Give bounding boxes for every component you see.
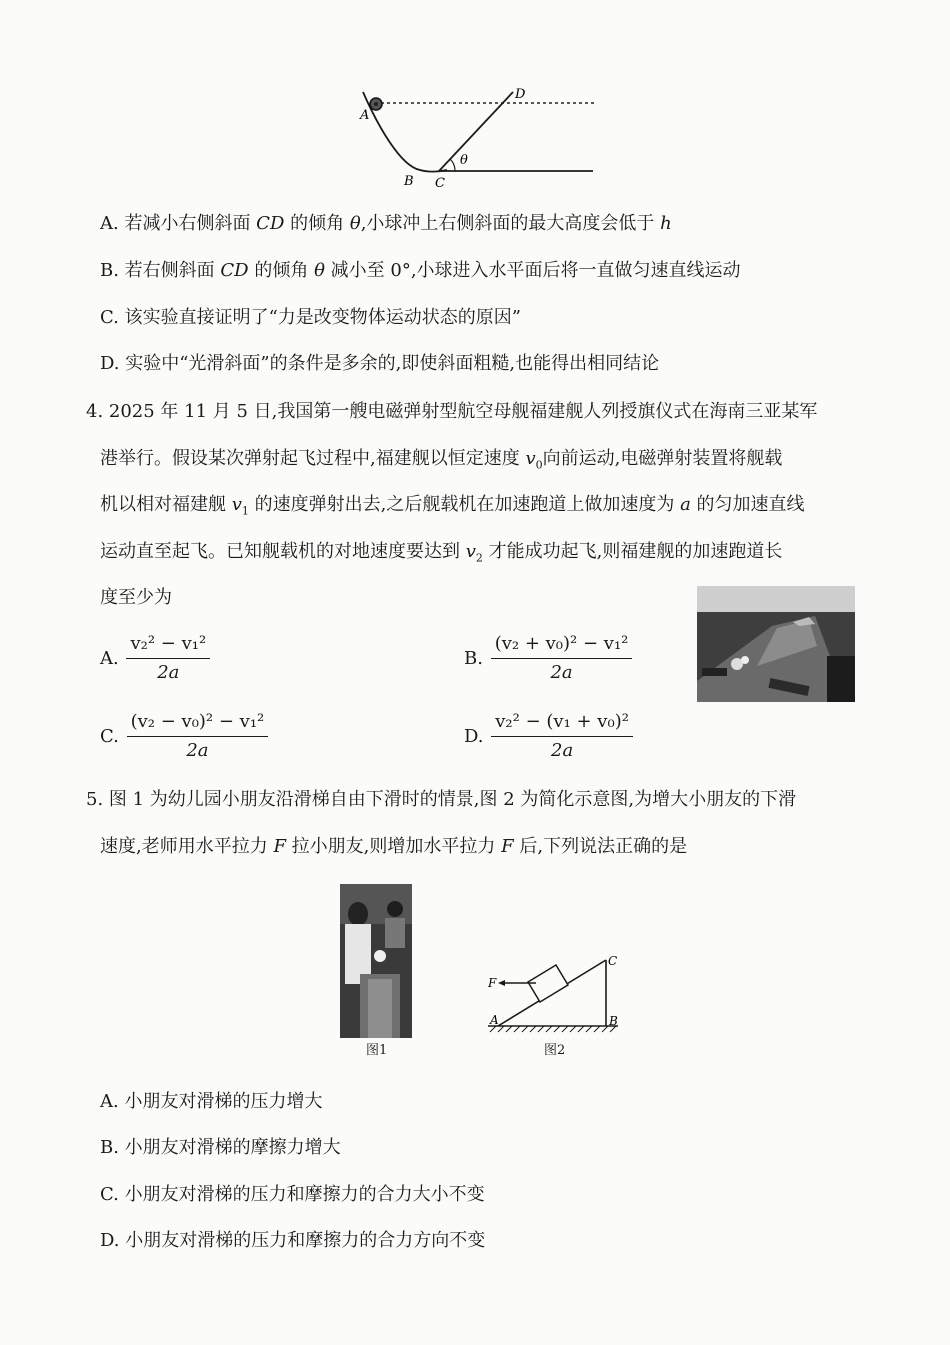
q4-a-numerator: v₂² − v₁²	[126, 633, 210, 659]
q4-l2-text2: 向前运动,电磁弹射装置将舰载	[542, 448, 783, 469]
q3-a-cd: CD	[256, 213, 285, 234]
q3-b-theta: θ	[314, 260, 325, 281]
q4-b-label: B.	[464, 648, 483, 669]
q3-b-text3: 减小至 0°,小球进入水平面后将一直做匀速直线运动	[324, 260, 741, 281]
q5-line-2	[100, 834, 687, 860]
q5-option-c: C. 小朋友对滑梯的压力和摩擦力的合力大小不变	[100, 1184, 485, 1205]
q5-option-a: A. 小朋友对滑梯的压力增大	[100, 1091, 323, 1112]
q4-c-label: C.	[100, 726, 119, 747]
q4-v0: v	[525, 448, 536, 469]
q4-l4-text1: 运动直至起飞。已知舰载机的对地速度要达到	[100, 541, 466, 562]
q3-a-text1: A. 若减小右侧斜面	[100, 213, 257, 234]
q4-l3-text2: 的速度弹射出去,之后舰载机在加速跑道上做加速度为	[248, 494, 681, 515]
q3-b-text2: 的倾角	[248, 260, 315, 281]
q4-line-5: 度至少为	[100, 587, 172, 608]
q4-l3-text3: 的匀加速直线	[690, 494, 805, 515]
q5-option-b: B. 小朋友对滑梯的摩擦力增大	[100, 1137, 341, 1158]
label-a: A	[360, 108, 370, 123]
q4-v2: v	[465, 541, 476, 562]
incline-figure	[480, 952, 625, 1038]
label-c: C	[435, 176, 445, 190]
q4-c-denominator: 2a	[186, 740, 209, 761]
q3-a-text3: ,小球冲上右侧斜面的最大高度会低于	[360, 213, 661, 234]
q3-option-d: D. 实验中“光滑斜面”的条件是多余的,即使斜面粗糙,也能得出相同结论	[100, 353, 660, 374]
q4-b-denominator: 2a	[550, 662, 573, 683]
q5-f2: F	[501, 836, 514, 857]
q4-l2-text1: 港举行。假设某次弹射起飞过程中,福建舰以恒定速度	[100, 448, 526, 469]
ball-center	[374, 102, 378, 106]
label-c-incline: C	[608, 954, 618, 968]
fig2-caption: 图2	[544, 1043, 566, 1058]
q4-line-1: 4. 2025 年 11 月 5 日,我国第一艘电磁弹射型航空母舰福建舰人列授旗仪式在海南三亚某军	[86, 401, 818, 422]
q4-d-fraction	[491, 711, 633, 762]
q5-l2-text3: 后,下列说法正确的是	[513, 836, 688, 857]
slide-photo	[340, 884, 412, 1038]
q4-v2-sub: 2	[475, 551, 483, 565]
q4-d-label: D.	[464, 726, 484, 747]
q4-a-denominator: 2a	[157, 662, 180, 683]
label-d: D	[515, 87, 526, 102]
q3-a-theta: θ	[349, 213, 361, 234]
q4-line-4	[100, 539, 782, 572]
arrowhead-icon	[498, 980, 505, 986]
q3-b-text1: B. 若右侧斜面	[100, 260, 221, 281]
q3-a-h: h	[660, 213, 672, 234]
q4-option-b	[464, 633, 632, 684]
q3-option-c: C. 该实验直接证明了“力是改变物体运动状态的原因”	[100, 307, 521, 328]
carrier-photo	[697, 586, 855, 702]
q4-d-denominator: 2a	[551, 740, 574, 761]
theta-arc	[450, 159, 455, 171]
label-b-incline: B	[609, 1014, 618, 1028]
q3-a-text2: 的倾角	[284, 213, 350, 234]
q4-l4-text2: 才能成功起飞,则福建舰的加速跑道长	[482, 541, 783, 562]
q4-c-fraction	[127, 711, 269, 762]
q4-v1-sub: 1	[241, 504, 249, 518]
label-a-incline: A	[490, 1013, 499, 1027]
q4-line-2	[100, 446, 782, 479]
q4-l3-text1: 机以相对福建舰	[100, 494, 232, 515]
q5-l2-text1: 速度,老师用水平拉力	[100, 836, 274, 857]
q3-option-a	[100, 211, 672, 237]
q4-line-3	[100, 492, 805, 525]
q5-l2-text2: 拉小朋友,则增加水平拉力	[285, 836, 502, 857]
q5-option-d: D. 小朋友对滑梯的压力和摩擦力的合力方向不变	[100, 1230, 486, 1251]
q5-line-1: 5. 图 1 为幼儿园小朋友沿滑梯自由下滑时的情景,图 2 为简化示意图,为增大小朋友的下滑	[86, 789, 797, 810]
q4-v0-sub: 0	[535, 458, 543, 472]
ground-hatching	[490, 1026, 616, 1032]
q4-option-d	[464, 711, 633, 762]
q4-v1: v	[231, 494, 242, 515]
q3-option-b	[100, 258, 741, 284]
label-f: F	[488, 976, 497, 990]
q4-b-numerator: (v₂ + v₀)² − v₁²	[491, 633, 633, 659]
q4-option-c	[100, 711, 268, 762]
q5-f1: F	[273, 836, 286, 857]
fig1-caption: 图1	[366, 1043, 388, 1058]
label-b: B	[404, 174, 414, 189]
q4-a-fraction	[126, 633, 210, 684]
q3-b-cd: CD	[220, 260, 249, 281]
q4-option-a	[100, 633, 210, 684]
label-theta: θ	[460, 153, 468, 168]
q4-a: a	[680, 494, 691, 515]
q4-b-fraction	[491, 633, 633, 684]
q4-c-numerator: (v₂ − v₀)² − v₁²	[127, 711, 269, 737]
q4-d-numerator: v₂² − (v₁ + v₀)²	[491, 711, 633, 737]
q4-a-label: A.	[100, 648, 119, 669]
ball-track-figure	[355, 84, 605, 190]
